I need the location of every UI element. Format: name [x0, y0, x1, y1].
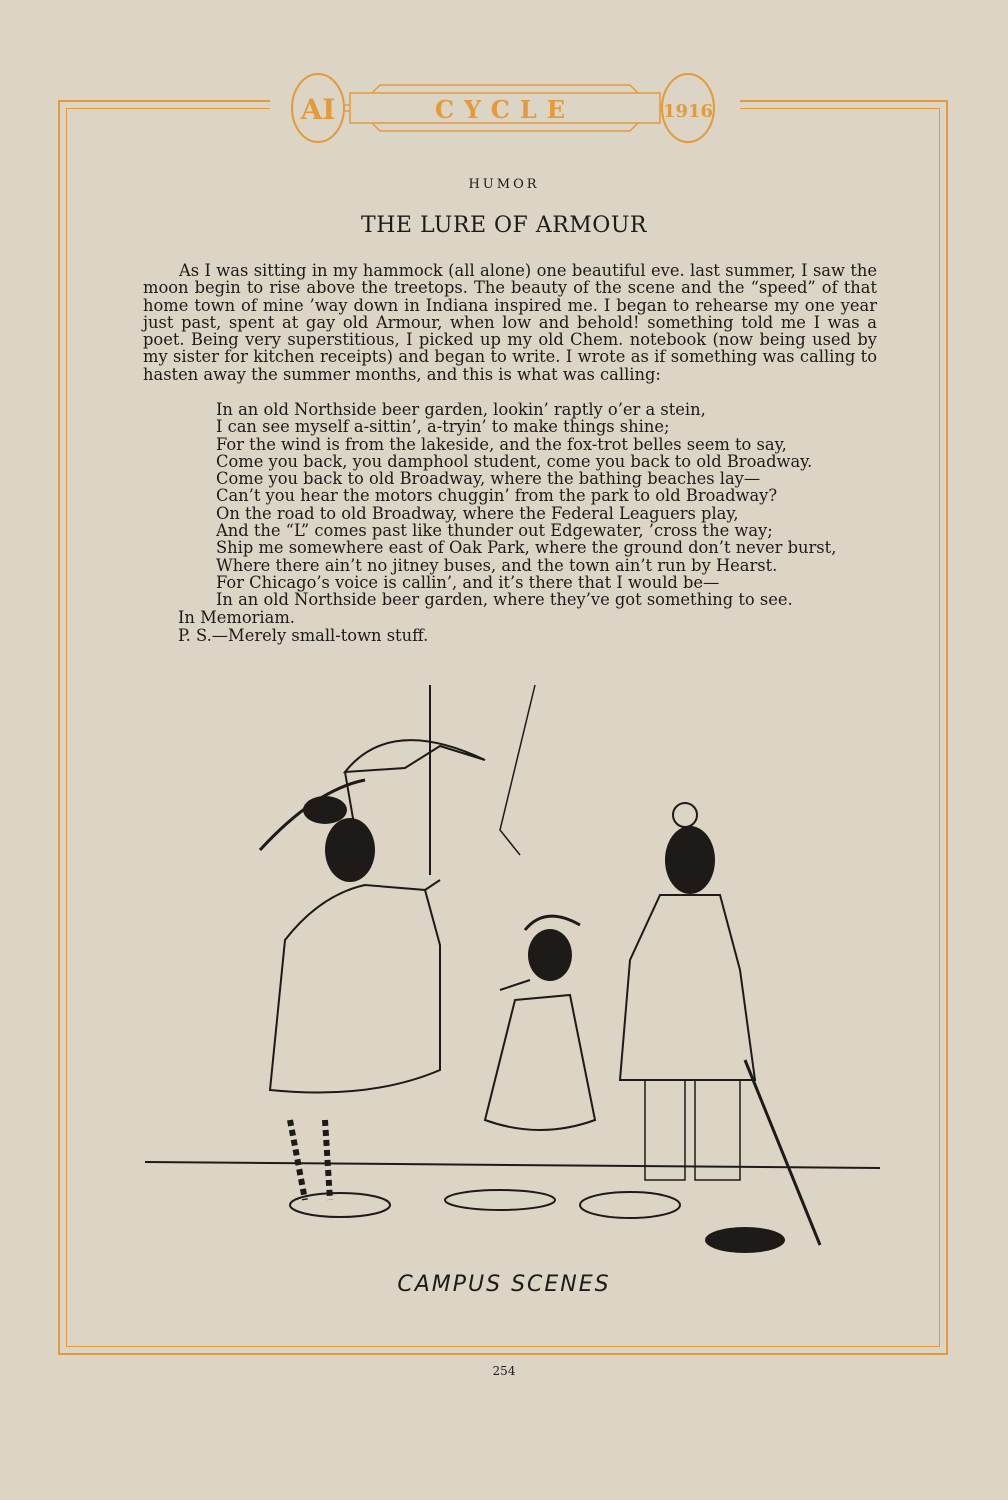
poem-line: In an old Northside beer garden, lookin’ raptly o’er a stein,	[216, 400, 706, 419]
poem-line: And the “L” comes past like thunder out Edgewater, ’cross the way;	[216, 521, 773, 541]
page-number: 254	[492, 1364, 516, 1378]
poem-line: For Chicago’s voice is callin’, and it’s there that I would be—	[216, 572, 720, 592]
intro-paragraph: As I was sitting in my hammock (all alone) one beautiful eve. last summer, I saw the moon begin to rise above the treetops. The beauty of the scene and the “speed” of that home town of mine ’way down in Indiana inspired me. I began to rehearse my one year just past, spent at gay old Armour, when low and behold! something told me I was a poet. Being very superstitious, I picked up my old Chem. notebook (now being used by my sister for kitchen receipts) and began to write. I wrote as if something was calling to hasten away the summer months, and this is what was calling:	[143, 261, 877, 384]
section-label: HUMOR	[468, 177, 540, 192]
poem-line: Ship me somewhere east of Oak Park, where the ground don’t never burst,	[216, 538, 837, 558]
closing-memoriam: In Memoriam.	[178, 608, 295, 627]
poem-line: Can’t you hear the motors chuggin’ from the park to old Broadway?	[216, 486, 778, 506]
emblem-left-badge: AI	[300, 93, 336, 126]
article-title: THE LURE OF ARMOUR	[361, 213, 647, 238]
illustration-caption: CAMPUS SCENES	[397, 1272, 611, 1297]
emblem-right-badge: 1916	[662, 101, 714, 122]
poem-line: Where there ain’t no jitney buses, and the town ain’t run by Hearst.	[216, 555, 778, 575]
poem-line: For the wind is from the lakeside, and the fox-trot belles seem to say,	[216, 434, 787, 454]
poem	[216, 401, 836, 609]
poem-line: In an old Northside beer garden, where they’ve got something to see.	[216, 590, 793, 610]
closing-postscript: P. S.—Merely small-town stuff.	[178, 626, 429, 645]
poem-line: Come you back, you damphool student, come you back to old Broadway.	[216, 451, 813, 471]
poem-line: I can see myself a-sittin’, a-tryin’ to make things shine;	[216, 417, 670, 437]
cycle-header-emblem	[270, 55, 740, 155]
three-figures-sketch-icon	[140, 680, 885, 1260]
emblem-center-word: CYCLE	[434, 95, 576, 124]
poem-line: Come you back to old Broadway, where the bathing beaches lay—	[216, 469, 761, 489]
poem-line: On the road to old Broadway, where the Federal Leaguers play,	[216, 503, 739, 523]
